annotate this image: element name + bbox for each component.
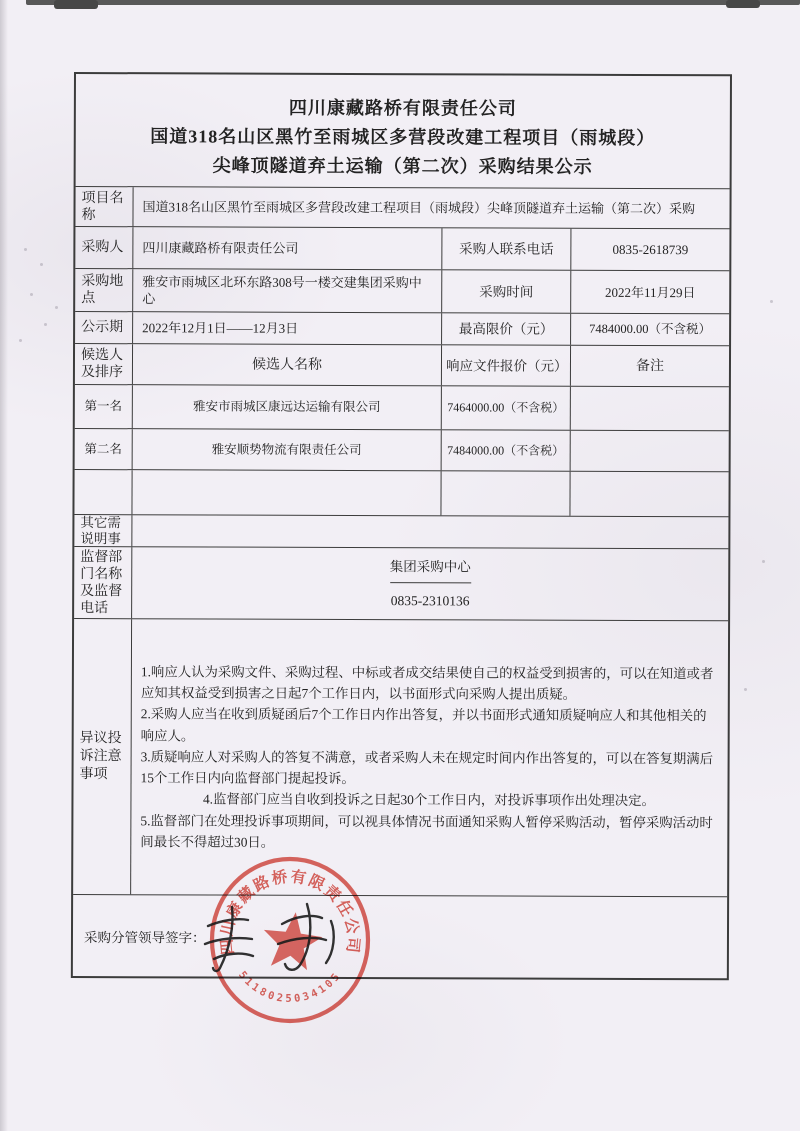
other-notes-row: [74, 515, 728, 549]
notice-item: 4.监督部门应当自收到投诉之日起30个工作日内，对投诉事项作出处理决定。: [202, 791, 655, 809]
candidates-price-header: 响应文件报价（元）: [442, 345, 571, 385]
maxprice-value: 7484000.00（不含税）: [589, 321, 712, 337]
scan-speck: [19, 339, 22, 342]
candidate-note: [571, 387, 729, 431]
candidate-name: 雅安顺势物流有限责任公司: [133, 429, 442, 470]
candidate-rank: [74, 470, 132, 514]
candidates-note-header: 备注: [635, 358, 665, 374]
doc-table: [71, 72, 732, 980]
scan-speck: [44, 323, 47, 326]
purchaser-label: 采购人: [75, 227, 133, 268]
candidates-name-header: 候选人名称: [133, 344, 442, 385]
leader-signature: [192, 894, 357, 989]
scan-speck: [40, 263, 43, 266]
project-name-label: 项目名称: [75, 187, 133, 226]
candidate-note: [570, 472, 728, 517]
purchase-time-value: 2022年11月29日: [604, 284, 696, 300]
notice-label: 异议投诉注意事项: [73, 619, 132, 894]
project-name-value: 国道318名山区黑竹至雨城区多营段改建工程项目（雨城段）尖峰顶隧道弃土运输（第二次）采购: [142, 199, 696, 217]
location-label: 采购地点: [75, 269, 133, 311]
candidate-row: [75, 385, 729, 431]
scan-edge-artifact: [54, 0, 98, 9]
notice-item: 2.采购人应当在收到质疑函后7个工作日内作出答复，并以书面形式通知质疑响应人和其他相关的响应人。: [140, 706, 707, 743]
scan-speck: [762, 560, 765, 563]
title-line-3: 尖峰顶隧道弃土运输（第二次）采购结果公示: [212, 155, 593, 177]
supervision-dept-value: 集团采购中心: [390, 548, 471, 583]
location-row: [75, 269, 729, 314]
supervision-label: 监督部门名称及监督电话: [74, 547, 132, 618]
other-notes-value: [132, 515, 728, 548]
scan-edge-artifact: [726, 0, 760, 8]
candidates-header-row: [75, 344, 729, 387]
title-line-1: 四川康藏路桥有限责任公司: [288, 97, 517, 119]
publicity-row: [75, 312, 729, 346]
scan-edge-artifact: [0, 0, 8, 1131]
signoff-label: 采购分管领导签字：: [83, 929, 206, 945]
signoff-row: [73, 895, 727, 978]
title-line-2: 国道318名山区黑竹至雨城区多营段改建工程项目（雨城段）: [150, 126, 656, 149]
candidate-price: 7464000.00（不含税）: [442, 386, 571, 429]
purchaser-phone-label: 采购人联系电话: [442, 228, 571, 269]
notice-item: 5.监督部门在处理投诉事项期间，可以视具体情况书面通知采购人暂停采购活动，暂停采购活动时间最长不得超过30日。: [140, 812, 713, 850]
document-title: [76, 74, 730, 188]
purchaser-phone-value: 0835-2618739: [612, 241, 689, 258]
candidate-name: [132, 470, 441, 515]
seal-number-text: 5118025034105: [235, 969, 345, 1006]
candidate-rank: 第一名: [75, 385, 133, 428]
notice-item: 1.响应人认为采购文件、采购过程、中标或者成交结果使自己的权益受到损害的，可以在知道或者应知其权益受到损害之日起7个工作日内，以书面形式向采购人提出质疑。: [140, 663, 714, 702]
candidate-rank: 第二名: [75, 429, 133, 469]
scan-speck: [55, 306, 58, 309]
scan-speck: [30, 293, 33, 296]
candidates-rank-header: 候选人及排序: [75, 344, 133, 384]
candidate-price: [441, 471, 570, 515]
purchase-time-label: 采购时间: [442, 270, 571, 312]
scan-speck: [24, 248, 27, 251]
purchaser-value: 四川康藏路桥有限责任公司: [133, 227, 442, 269]
notice-item: 3.质疑响应人对采购人的答复不满意，或者采购人未在规定时间内作出答复的，可以在答复期满后15个工作日内向监督部门提起投诉。: [140, 749, 714, 787]
candidate-price: 7484000.00（不含税）: [442, 430, 571, 470]
candidate-name: 雅安市雨城区康远达运输有限公司: [133, 385, 442, 429]
publicity-value: 2022年12月1日——12月3日: [133, 312, 442, 344]
location-value: 雅安市雨城区北环东路308号一楼交建集团采购中心: [133, 269, 442, 312]
supervision-row: [74, 547, 728, 621]
candidate-note: [571, 431, 729, 472]
candidate-row: [75, 429, 729, 472]
other-notes-label: 其它需说明事: [74, 515, 132, 546]
project-name-row: [75, 187, 729, 229]
scan-edge-artifact: [26, 0, 800, 5]
supervision-phone-value: 0835-2310136: [390, 593, 470, 609]
scan-speck: [770, 300, 773, 303]
scan-speck: [744, 688, 747, 691]
seal-company-text: 四川康藏路桥有限责任公司: [218, 868, 362, 956]
candidate-row: [74, 470, 728, 517]
purchaser-row: [75, 227, 729, 271]
notice-row: [73, 619, 728, 897]
title-row: [76, 74, 730, 189]
maxprice-label: 最高限价（元）: [442, 313, 571, 344]
publicity-label: 公示期: [75, 312, 133, 343]
